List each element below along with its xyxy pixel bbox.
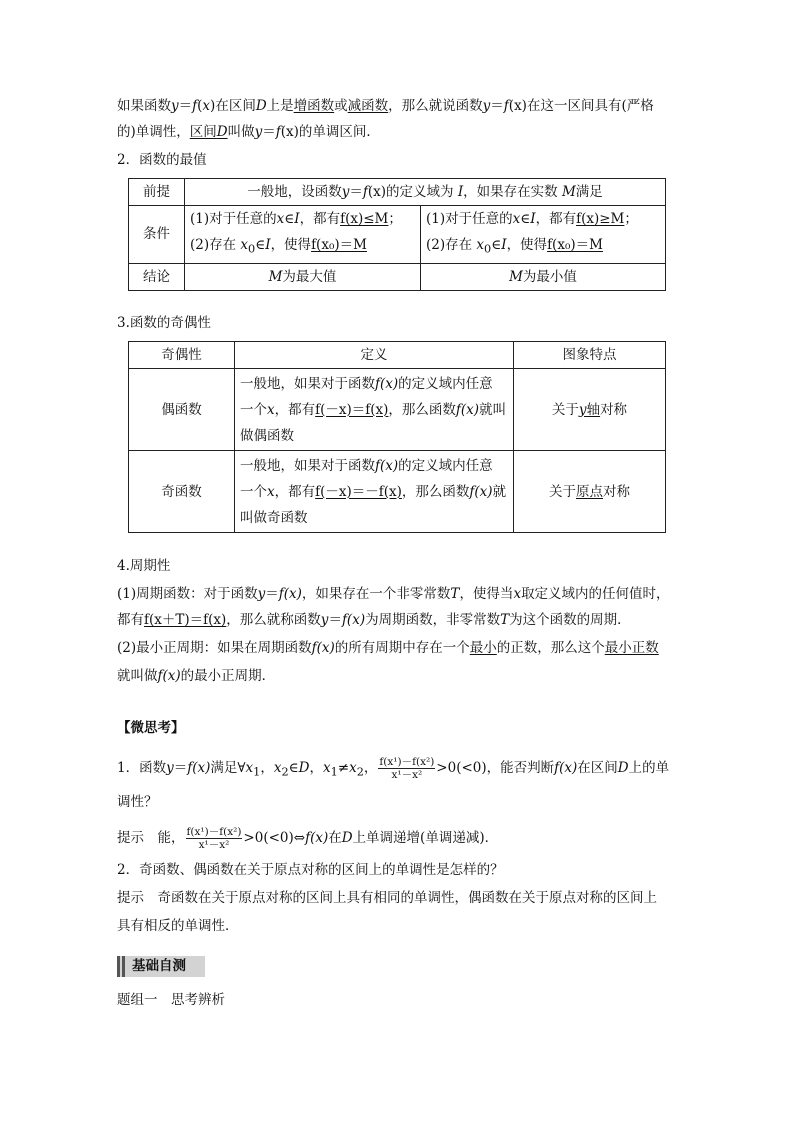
text: 的定义域内任意 (398, 375, 493, 392)
text: 为最小值 (522, 268, 577, 285)
var: f (503, 98, 509, 114)
text: ＝ (173, 760, 188, 776)
text: 满足 (575, 184, 603, 200)
text: ，都有 (299, 211, 341, 227)
text: 上是 (266, 98, 294, 114)
subscript: 1 (253, 765, 261, 779)
text: >0(<0)⇔ (243, 830, 306, 846)
underlined-term: f(－x)＝f(x) (315, 401, 389, 418)
condition-line (190, 232, 415, 263)
text: 关于 (551, 401, 579, 418)
text: ∈ (491, 237, 502, 253)
odd-definition-cell (235, 451, 514, 533)
period-line-3 (117, 638, 659, 658)
var: T (500, 612, 510, 628)
var: I (457, 184, 464, 200)
text: ≠ (337, 760, 350, 776)
row-label: 偶函数 (129, 369, 235, 451)
var: f (275, 124, 281, 140)
period-line-4 (117, 666, 275, 686)
text: 一个 (240, 483, 267, 500)
var: f (192, 98, 198, 114)
definition-line (240, 371, 508, 397)
subscript: 2 (356, 765, 364, 779)
text: 取定义域内的任何值时， (521, 586, 670, 602)
var: x (513, 586, 522, 602)
odd-feature-cell (514, 451, 666, 533)
definition-line: 做偶函数 (240, 427, 294, 444)
var: x (267, 401, 275, 418)
text: (2)最小正周期：如果在周期函数 (117, 640, 312, 656)
var: y (254, 124, 263, 140)
answer-2-line-1: 提示 奇函数在关于原点对称的区间上具有相同的单调性，偶函数在关于原点对称的区间上 (117, 890, 657, 906)
heading-extrema: 2．函数的最值 (117, 152, 207, 168)
premise-cell (185, 179, 666, 206)
text: 一个 (240, 401, 267, 418)
even-definition-cell (235, 369, 514, 451)
text: 上的单 (628, 760, 670, 776)
var: D (617, 760, 629, 776)
row-label: 条件 (129, 206, 185, 264)
text: ＝ (178, 98, 193, 114)
text: ∈ (520, 211, 531, 227)
max-conclusion-cell (185, 263, 421, 290)
intro-line-2 (117, 122, 380, 142)
table-row (129, 206, 666, 264)
text: (2)存在 (426, 237, 473, 253)
text: 为周期函数，非零常数 (365, 612, 501, 628)
text: (x) (508, 98, 527, 114)
definition-line: 叫做奇函数 (240, 509, 308, 526)
row-label: 前提 (129, 179, 185, 206)
heading-parity: 3.函数的奇偶性 (117, 315, 211, 331)
text: 的单调区间． (298, 124, 380, 140)
table-row (129, 451, 666, 533)
text: ，使得当 (459, 586, 514, 602)
underlined-term: f(x)≥M (576, 211, 625, 227)
var: x (240, 237, 249, 253)
text: (2)存在 (190, 237, 237, 253)
var: f(x) (278, 586, 302, 602)
even-feature-cell (514, 369, 666, 451)
question-2: 2．奇函数、偶函数在关于原点对称的区间上的单调性是怎样的？ (117, 862, 504, 878)
var: y (166, 760, 174, 776)
var: x (273, 760, 282, 776)
var: f(x) (341, 612, 366, 628)
subscript: 0 (248, 242, 256, 256)
text: ＝ (328, 612, 342, 628)
column-header: 定义 (235, 342, 514, 369)
text: 在区间 (577, 760, 618, 776)
text: ，如果存在实数 (463, 184, 558, 200)
text: 都有 (117, 612, 144, 628)
text: 在这一区间具有(严格 (526, 98, 654, 114)
table-row (129, 179, 666, 206)
var: y (341, 184, 350, 200)
column-header: 奇偶性 (129, 342, 235, 369)
var: f(x) (305, 830, 329, 846)
var: x (276, 211, 285, 227)
section-marker (122, 956, 125, 977)
text: 对称 (600, 401, 628, 418)
text: 为最大值 (282, 268, 337, 285)
row-label: 结论 (129, 263, 185, 290)
text: ，使得 (506, 237, 548, 253)
extrema-table (128, 178, 666, 291)
underlined-term: 最小 (469, 640, 497, 656)
underlined-term: f(x＋T)＝f(x) (144, 612, 227, 628)
var: f(x) (187, 760, 211, 776)
var: M (509, 268, 523, 285)
underlined-term: f(x)≤M (340, 211, 389, 227)
text: ，都有 (535, 211, 577, 227)
text: >0(<0)，能否判断 (436, 760, 555, 776)
text: ； (388, 211, 402, 227)
heading-period: 4.周期性 (117, 558, 171, 574)
text: (x) (367, 184, 387, 200)
underlined-term: 原点 (576, 483, 603, 500)
text: 区间 (189, 124, 217, 140)
text: ，使得 (270, 237, 312, 253)
text: 或 (334, 98, 348, 114)
text: 的所有周期中存在一个 (334, 640, 470, 656)
var: y (320, 612, 329, 628)
text: 轴 (586, 401, 601, 418)
table-row (129, 342, 666, 369)
period-line-1 (117, 584, 670, 604)
var: f(x) (455, 401, 480, 418)
table-row (129, 369, 666, 451)
text: ，都有 (274, 401, 316, 418)
text: ，那么就称函数 (226, 612, 321, 628)
condition-line (426, 206, 660, 232)
answer-2-line-2: 具有相反的单调性． (117, 918, 239, 934)
text: ； (624, 211, 638, 227)
text: 就叫做 (117, 668, 158, 684)
min-condition-cell (421, 206, 666, 264)
text: ，那么就说函数 (388, 98, 483, 114)
text: (1)对于任意的 (426, 211, 513, 227)
underlined-term: 减函数 (347, 98, 389, 114)
section-title: 基础自测 (132, 958, 186, 974)
column-header: 图象特点 (514, 342, 666, 369)
min-conclusion-cell (421, 263, 666, 290)
text: 如果函数 (117, 98, 171, 114)
text: 在 (328, 830, 342, 846)
var: y (257, 586, 266, 602)
var: f (362, 184, 368, 200)
var: f(x) (375, 457, 399, 474)
var: f(x) (311, 640, 335, 656)
text: 就 (492, 483, 507, 500)
var: x (267, 483, 275, 500)
text: ，如果存在一个非零常数 (301, 586, 451, 602)
underlined-term: f(－x)＝－f(x) (315, 483, 402, 500)
text: 的定义域内任意 (398, 457, 493, 474)
var: f(x) (554, 760, 578, 776)
definition-line (240, 397, 508, 423)
var: x (202, 98, 211, 114)
var: I (530, 211, 536, 227)
text: 的定义域为 (386, 184, 454, 200)
var: y (578, 401, 587, 418)
question-1-line-1 (117, 756, 669, 783)
max-condition-cell (185, 206, 421, 264)
fraction (186, 826, 243, 851)
text: (1)周期函数：对于函数 (117, 586, 258, 602)
underlined-term: 最小正数 (604, 640, 659, 656)
period-line-2 (117, 610, 631, 630)
answer-1 (117, 826, 498, 851)
text: ， (363, 760, 378, 776)
subscript: 2 (281, 765, 289, 779)
var: M (268, 268, 283, 285)
fraction (378, 756, 435, 781)
section-header (117, 956, 205, 977)
underlined-term (579, 402, 600, 418)
var: M (561, 184, 576, 200)
text: 上单调递增(单调递减)． (352, 830, 499, 846)
var: D (341, 830, 353, 846)
text: 一般地，如果对于函数 (240, 375, 375, 392)
text: 关于 (549, 483, 576, 500)
fraction-denominator: x¹－x² (198, 839, 230, 851)
fraction-numerator: f(x¹)－f(x²) (186, 826, 242, 838)
var: I (265, 237, 271, 253)
var: x (512, 211, 521, 227)
underlined-term: f(x₀)＝M (547, 237, 603, 253)
var: y (482, 98, 491, 114)
text: )在区间 (210, 98, 256, 114)
underlined-term (190, 124, 228, 140)
condition-line (190, 206, 415, 232)
text: ，那么函数 (401, 483, 470, 500)
section-marker (117, 956, 120, 977)
text: ＝ (265, 586, 279, 602)
row-label: 奇函数 (129, 451, 235, 533)
var: y (171, 98, 179, 114)
text: ∈ (284, 211, 295, 227)
text: 的正数，那么这个 (496, 640, 605, 656)
text: 的最小正周期． (180, 668, 276, 684)
text: ＝ (349, 184, 363, 200)
text: 就叫 (479, 401, 507, 418)
condition-line (426, 232, 660, 263)
subscript: 1 (330, 765, 338, 779)
text: 满足∀ (210, 760, 246, 776)
fraction-denominator: x¹－x² (391, 769, 423, 781)
var: x (349, 760, 357, 776)
text: 叫做 (227, 124, 255, 140)
intro-line-1 (117, 96, 654, 116)
parity-table (128, 341, 666, 533)
text: ，都有 (274, 483, 316, 500)
definition-line (240, 479, 508, 505)
text: ∈ (288, 760, 299, 776)
think-title: 【微思考】 (117, 720, 185, 736)
text: (1)对于任意的 (190, 211, 277, 227)
definition-line (240, 453, 508, 479)
var: I (501, 237, 507, 253)
var: x (322, 760, 331, 776)
var: x (245, 760, 254, 776)
text: 一般地，设函数 (247, 184, 342, 200)
text: 为这个函数的周期． (509, 612, 631, 628)
question-1-line-2: 调性？ (117, 794, 158, 810)
var: f(x) (469, 483, 493, 500)
var: x (476, 237, 485, 253)
fraction-numerator: f(x¹)－f(x²) (379, 756, 435, 768)
var: f(x) (157, 668, 181, 684)
text: ( (197, 98, 203, 114)
text: 提示 能， (117, 830, 185, 846)
var: I (294, 211, 300, 227)
var: D (298, 760, 310, 776)
text: ＝ (262, 124, 276, 140)
text: 一般地，如果对于函数 (240, 457, 375, 474)
text: 1．函数 (117, 760, 167, 776)
var: D (216, 124, 228, 140)
var: f(x) (375, 375, 399, 392)
underlined-term: 增函数 (293, 98, 335, 114)
var: D (255, 98, 267, 114)
var: T (450, 586, 460, 602)
text: ＝ (490, 98, 504, 114)
text: ，那么函数 (388, 401, 456, 418)
text: 的)单调性， (117, 124, 190, 140)
subscript: 0 (484, 242, 492, 256)
text: ∈ (255, 237, 266, 253)
text: 对称 (603, 483, 630, 500)
text: ， (309, 760, 323, 776)
table-row (129, 263, 666, 290)
text: (x) (280, 124, 299, 140)
underlined-term: f(x₀)＝M (311, 237, 367, 253)
group-title: 题组一 思考辨析 (117, 992, 225, 1008)
text: ， (260, 760, 274, 776)
